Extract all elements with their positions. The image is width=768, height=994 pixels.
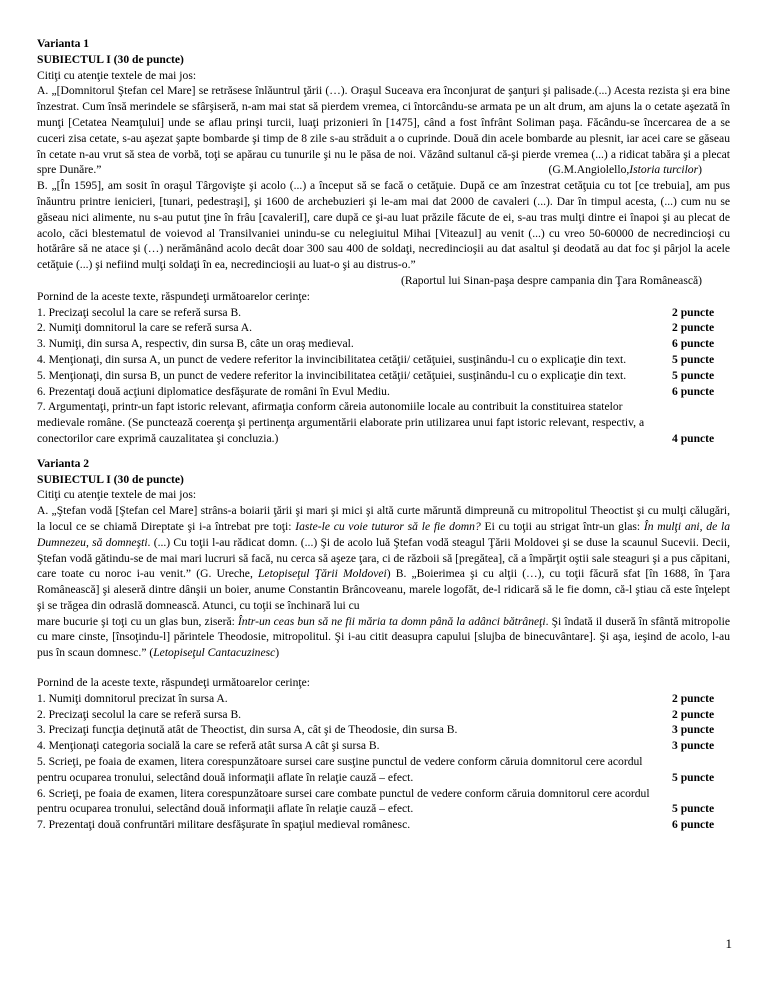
question-item: [37, 336, 730, 352]
question-item: [37, 320, 730, 336]
question-text: 4. Menţionaţi, din sursa A, un punct de vedere referitor la invincibilitatea cetăţii/ cetăţuiei, susţinându-l cu o explicaţie din text.: [37, 352, 627, 366]
question-points: 2 puncte: [672, 691, 715, 705]
question-text: 3. Numiţi, din sursa A, respectiv, din sursa B, câte un oraş medieval.: [37, 337, 354, 351]
question-points: 2 puncte: [672, 707, 715, 721]
v1-source-a-title: Istoria turcilor: [629, 163, 699, 177]
question-item: [37, 817, 730, 833]
v2-subject-heading: SUBIECTUL I (30 de puncte): [37, 472, 184, 486]
question-text: 7. Prezentaţi două confruntări militare desfăşurate în spaţiul medieval românesc.: [37, 818, 411, 832]
question-text: 4. Menţionaţi categoria socială la care se referă atât sursa A cât şi sursa B.: [37, 739, 380, 753]
v1-question-list: [37, 305, 730, 447]
v1-text-a: A. „[Domnitorul Ştefan cel Mare] se retrăsese înlăuntrul ţării (…). Oraşul Suceava era înconjurat de şanţuri şi palisade.(...) Acesta rezista şi era bine înzestrat. Cum însă merindele se sfârşiseră, n-am mai stat să pierdem vremea, ci întorcându-se armata pe un alt drum, am ajuns la o cetate aşezată în munţi [Cetatea Neamţului] unde se aflau prinşi turcii, luaţi prizonieri în [1475], când a fost înfrânt Soliman paşa. Făcându-se încercarea de a se cuceri zisa cetate, s-au aşezat şapte bombarde şi timp de 8 zile s-au străduit a o cuprinde. Două din acele bombarde au plesnit, iar acei care se găseau în cetate n-au vrut să stea de vorbă, toţi se apărau cu tunurile şi nu le păsa de noi. Văzând sultanul că-şi pierde vremea (...) a ridicat tabăra şi a plecat spre Dunăre.”: [37, 84, 730, 177]
question-points: 4 puncte: [672, 431, 715, 445]
v2-lead: Pornind de la aceste texte, răspundeţi următoarelor cerinţe:: [37, 676, 310, 690]
page-number: 1: [725, 936, 732, 951]
question-points: 6 puncte: [672, 384, 715, 398]
question-item: [37, 305, 730, 321]
question-points: 5 puncte: [672, 770, 715, 784]
question-text: 6. Scrieţi, pe foaia de examen, litera corespunzătoare sursei care combate punctul de vedere conform căruia domnitorul cere acordul pentru ocuparea tronului, selectând două informaţii aflate în relaţie cauză – efect.: [37, 786, 650, 816]
v1-title: Varianta 1: [37, 37, 90, 50]
question-item: [37, 368, 730, 384]
question-text: 3. Precizaţi funcţia deţinută atât de Theoctist, din sursa A, cât şi de Theodosie, din sursa B.: [37, 723, 458, 737]
question-item: [37, 786, 730, 818]
question-text: 2. Numiţi domnitorul la care se referă sursa A.: [37, 321, 253, 335]
question-item: [37, 707, 730, 723]
question-points: 6 puncte: [672, 818, 715, 832]
question-item: [37, 352, 730, 368]
question-item: [37, 754, 730, 786]
question-text: 5. Menţionaţi, din sursa B, un punct de vedere referitor la invincibilitatea cetăţii/ cetăţuiei, susţinându-l cu o explicaţie din text.: [37, 368, 627, 382]
v1-source-b: (Raportul lui Sinan-paşa despre campania din Ţara Românească): [400, 273, 702, 287]
question-text: 1. Numiţi domnitorul precizat în sursa A.: [37, 691, 228, 705]
v2-title: Varianta 2: [37, 456, 90, 470]
question-item: [37, 738, 730, 754]
question-points: 5 puncte: [672, 368, 715, 382]
v2-source-b-title: Letopiseţul Cantacuzinesc: [153, 646, 276, 660]
question-item: [37, 691, 730, 707]
v1-subject-heading: SUBIECTUL I (30 de puncte): [37, 52, 184, 66]
v1-instruction: Citiţi cu atenţie textele de mai jos:: [37, 68, 197, 82]
question-points: 3 puncte: [672, 739, 715, 753]
question-points: 2 puncte: [672, 305, 715, 319]
question-text: 5. Scrieţi, pe foaia de examen, litera corespunzătoare sursei care susţine punctul de vedere conform căruia domnitorul cere acordul pentru ocuparea tronului, selectând două informaţii aflate în relaţie cauză – efect.: [37, 755, 643, 784]
question-item: [37, 722, 730, 738]
question-points: 3 puncte: [672, 723, 715, 737]
v1-source-a: (G.M.Angiolello, Istoria turcilor ): [548, 163, 702, 177]
v2-instruction: Citiţi cu atenţie textele de mai jos:: [37, 488, 197, 502]
question-points: 5 puncte: [672, 352, 715, 366]
v1-lead: Pornind de la aceste texte, răspundeţi următoarelor cerinţe:: [37, 289, 310, 303]
question-points: 2 puncte: [672, 321, 715, 335]
v2-text-a: A. „Ştefan vodă [Ştefan cel Mare] strâns-a boiarii ţării şi mari şi mici şi altă curte măruntă dimpreună cu mitropolitul Theoctist şi cu mulţi călugări, la locul ce se chiamă Direptate şi i-a întrebat pre toţi: Iaste-le cu voie tuturor să le fie domn? Ei cu toţii au strigat într-un glas: În mulţi ani, de la Dumnezeu, să domneşti. (...) Cu toţii l-au rădicat domn. (...) Şi de acolo luă Ştefan vodă steagul Ţării Moldovei şi se duse la scaunul Sucevii. Decii, Ştefan vodă gătindu-se de mai mari lucruri să facă, nu cerca să aşeze ţara, ci de războii să [pregătea], că a împărţit oştii sale steaguri şi a pus căpitani, care toate cu noroc i-au venit.” (G. Ureche, Letopiseţul Ţării Moldovei) B. „Boierimea şi cu alţii (…), cu toţii făcură sfat [în 1688, în Ţara Românească] şi aleseră dintre dânşii un boier, anume Constantin Brâncoveanu, marele logofăt, de-l ridicară să le fie domn, că-l ştiau că este înţelept şi se trăgea din odraslă domnească. Atunci, cu toţii se închinară lui cu: [37, 504, 730, 612]
v1-text-b: B. „[În 1595], am sosit în oraşul Târgovişte şi acolo (...) a început să se facă o cetăţuie. După ce am înzestrat cetăţuia cu tot [ce trebuia], am pus înăuntru printre ienicieri, [tunari, pedestraşi], şi 1600 de archebuzieri şi le-am mai dat 2000 de cavaleri (...). Dar în timpul acesta, (...) cum nu se găseau nici alimente, nu s-au putut ţine în frâu [cavaleriI], care după ce şi-au luat prăzile făcute de ei, s-au tras mulţi dintre ei înapoi şi au plecat de acolo, căci blestematul de voievod al Transilvaniei unindu-se cu nelegiuitul Mihai [Viteazul] au venit (...) cu vreo 50-60000 de necredincioşi cu hotărâre să ne atace şi (…) nerămânând acolo decât doar 300 sau 400 de soldaţi, necredincioşii au dat asaltul şi deodată au dat foc şi pârjol la acele cetăţuie (...) şi nefiind mulţi soldaţi în ea, necredincioşii au luat-o şi au distrus-o.”: [37, 179, 730, 272]
question-item: [37, 399, 730, 446]
question-points: 5 puncte: [672, 802, 715, 816]
question-points: 6 puncte: [672, 337, 715, 351]
v2-text-b: mare bucurie şi toţi cu un glas bun, ziseră: Într-un ceas bun să ne fii măria ta domn până la adânci bătrâneţi. Şi îndată il duseră în sfântă mitropolie cu mare cinste, [însoţindu-l] părintele Theodosie, mitropolitul. Şi i-au citit deasupra capului [slujba de binecuvântare]. Şi aşa, ieşind de acolo, l-au pus în scaun domnesc.” (Letopiseţul Cantacuzinesc): [37, 614, 730, 660]
v2-question-list: [37, 691, 730, 833]
question-text: 6. Prezentaţi două acţiuni diplomatice desfăşurate de români în Evul Mediu.: [37, 384, 390, 398]
question-text: 2. Precizaţi secolul la care se referă sursa B.: [37, 707, 242, 721]
v2-source-a-title: Letopiseţul Ţării Moldovei: [257, 567, 387, 581]
question-text: 1. Precizaţi secolul la care se referă sursa B.: [37, 305, 242, 319]
question-text: 7. Argumentaţi, printr-un fapt istoric relevant, afirmaţia conform căreia autonomiile locale au contribuit la constituirea statelor medievale române. (Se punctează coerenţa şi pertinenţa argumentării elaborate prin utilizarea unui fapt istoric relevant, respectiv, a conectorilor care exprimă cauzalitatea şi concluzia.): [37, 400, 645, 445]
question-item: [37, 384, 730, 400]
